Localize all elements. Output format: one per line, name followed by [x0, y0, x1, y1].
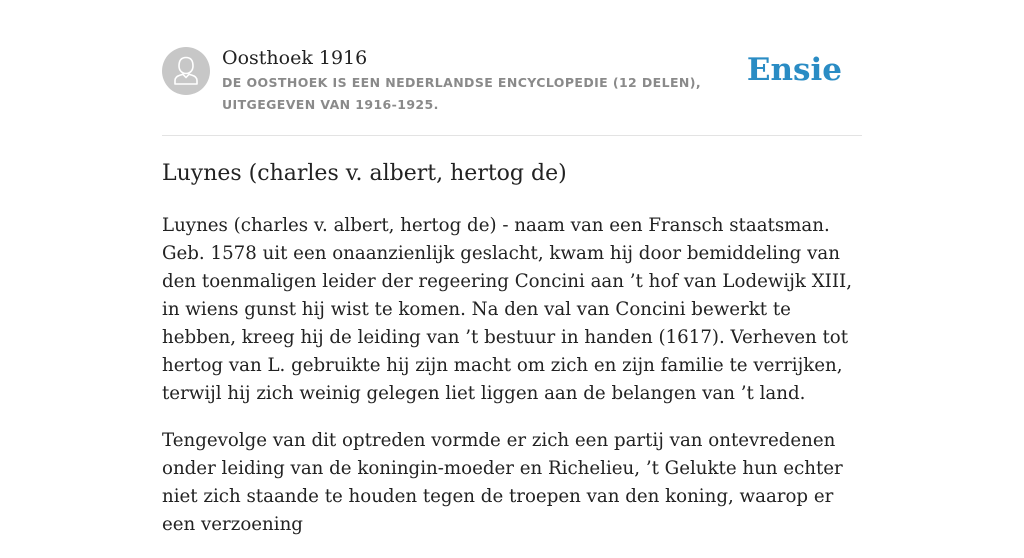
- article-body: [162, 212, 866, 558]
- user-icon: [162, 47, 210, 95]
- source-description: DE OOSTHOEK IS EEN NEDERLANDSE ENCYCLOPEDIE (12 DELEN), UITGEGEVEN VAN 1916-1925.: [222, 75, 702, 112]
- article-paragraph: Tengevolge van dit optreden vormde er zich een partij van ontevredenen onder leiding van de koningin-moeder en Richelieu, ’t Gelukte hun echter niet zich staande te houden tegen de troepen van den koning, waarop er een verzoening: [162, 430, 843, 535]
- source-title[interactable]: Oosthoek 1916: [222, 47, 368, 69]
- header-divider: [162, 135, 862, 136]
- avatar[interactable]: [162, 47, 210, 95]
- article-paragraph: Luynes (charles v. albert, hertog de) - naam van een Fransch staatsman. Geb. 1578 uit een onaanzienlijk geslacht, kwam hij door bemiddeling van den toenmaligen leider der regeering Concini aan ’t hof van Lodewijk XIII, in wiens gunst hij wist te komen. Na den val van Concini bewerkt te hebben, kreeg hij de leiding van ’t bestuur in handen (1617). Verheven tot hertog van L. gebruikte hij zijn macht om zich en zijn familie te verrijken, terwijl hij zich weinig gelegen liet liggen aan de belangen van ’t land.: [162, 215, 852, 404]
- article-title: Luynes (charles v. albert, hertog de): [162, 161, 567, 186]
- source-header: [162, 46, 862, 136]
- brand-logo[interactable]: Ensie: [746, 52, 842, 88]
